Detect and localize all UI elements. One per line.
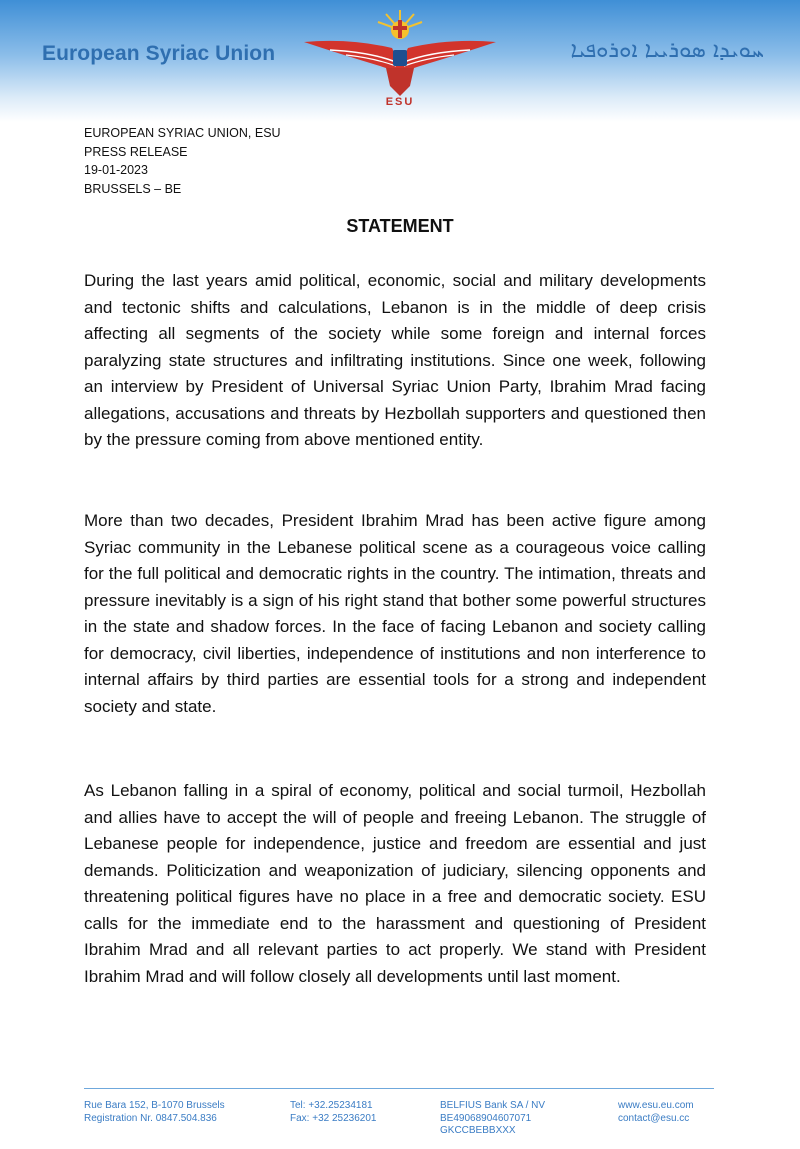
meta-line-org: EUROPEAN SYRIAC UNION, ESU xyxy=(84,126,281,140)
footer-tel: Tel: +32.25234181 xyxy=(290,1100,373,1111)
meta-line-date: 19-01-2023 xyxy=(84,163,148,177)
org-name: European Syriac Union xyxy=(42,42,276,65)
footer-registration: Registration Nr. 0847.504.836 xyxy=(84,1112,217,1124)
footer-email-link[interactable]: contact@esu.cc xyxy=(618,1112,690,1124)
footer-iban: BE49068904607071 xyxy=(440,1112,532,1124)
footer-divider xyxy=(84,1088,714,1089)
org-name-syriac: ܚܘܝܕܐ ܣܘܪܝܝܐ ܐܘܪܘܦܝܐ xyxy=(570,38,764,63)
footer-bic: GKCCBEBBXXX xyxy=(440,1125,516,1136)
letterhead xyxy=(0,0,800,122)
footer-fax: Fax: +32 25236201 xyxy=(290,1112,377,1124)
footer-phone xyxy=(290,1100,376,1125)
paragraph-1: During the last years amid political, economic, social and military developments and tectonic shifts and calculations, Lebanon is in the middle of deep crisis affecting all segments of the society while some foreign and internal forces paralyzing state structures and infiltrating institutions. Since one week, following an interview by President of Universal Syriac Union Party, Ibrahim Mrad facing allegations, accusations and threats by Hezbollah supporters and questioned then by the pressure coming from above mentioned entity. xyxy=(84,271,706,449)
meta-line-location: BRUSSELS – BE xyxy=(84,181,182,196)
paragraph-3: As Lebanon falling in a spiral of economy, political and social turmoil, Hezbollah and allies have to accept the will of people and freeing Lebanon. The struggle of Lebanese people for independence, justice and freedom are essential and just demands. Politicization and weaponization of judiciary, silencing opponents and threatening political figures have no place in a free and democratic society. ESU calls for the immediate end to the harassment and questioning of President Ibrahim Mrad and all relevant parties to act properly. We stand with President Ibrahim Mrad and will follow closely all developments until last moment. xyxy=(84,781,706,986)
meta-line-type: PRESS RELEASE xyxy=(84,144,188,159)
release-meta xyxy=(84,124,281,198)
document-title: STATEMENT xyxy=(346,216,454,236)
footer-address xyxy=(84,1100,225,1125)
logo-label: ESU xyxy=(385,96,415,108)
footer-website-link[interactable]: www.esu.eu.com xyxy=(618,1100,694,1111)
paragraph-2: More than two decades, President Ibrahim Mrad has been active figure among Syriac community in the Lebanese political scene as a courageous voice calling for the full political and democratic rights in the country. The intimation, threats and pressure inevitably is a sign of his right stand that bother some powerful structures in the state and shadow forces. In the face of facing Lebanon and society calling for democracy, civil liberties, independence of institutions and non interference to internal affairs by third parties are essential tools for a strong and independent society and state. xyxy=(84,511,706,716)
footer-address-line: Rue Bara 152, B-1070 Brussels xyxy=(84,1100,225,1111)
footer-contact xyxy=(618,1100,694,1125)
footer-bank xyxy=(440,1100,545,1138)
footer-bank-name: BELFIUS Bank SA / NV xyxy=(440,1100,546,1111)
